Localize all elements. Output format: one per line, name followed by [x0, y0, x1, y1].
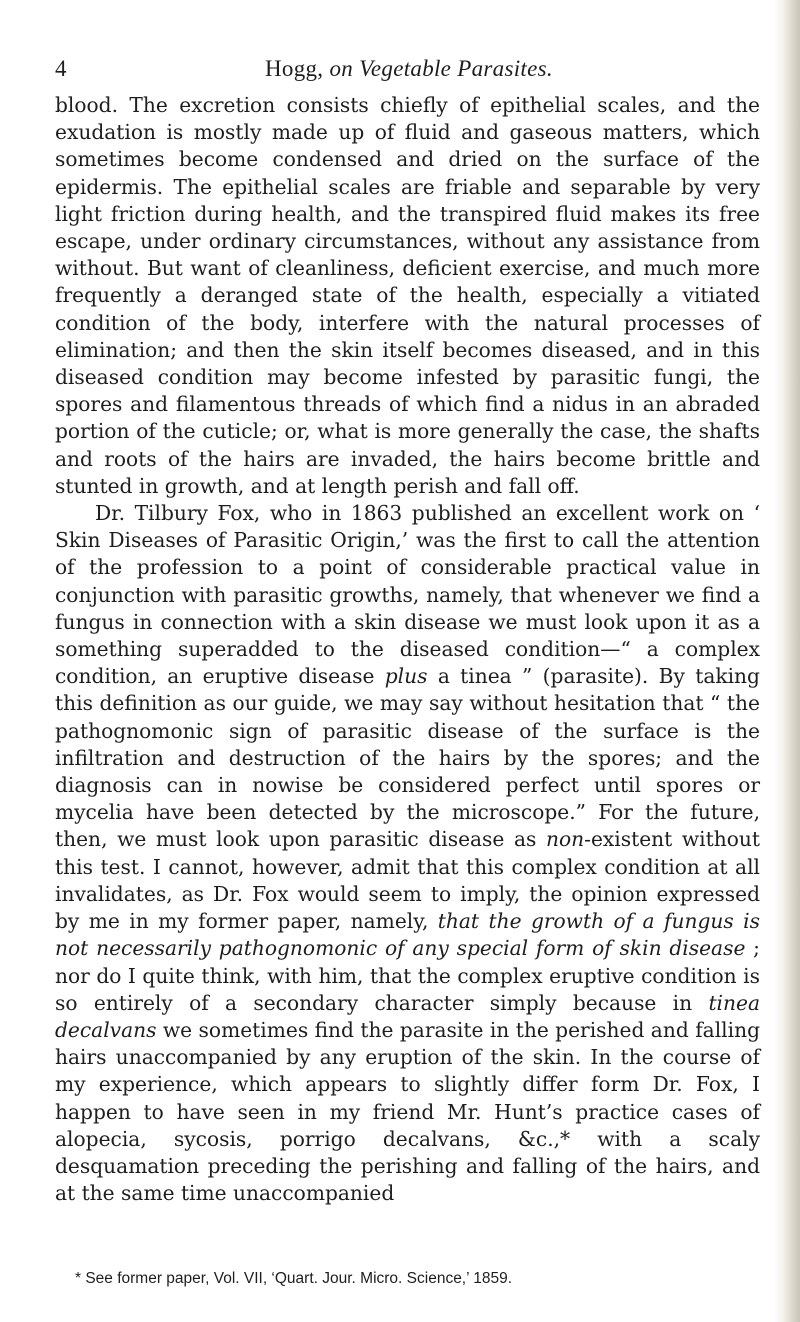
page-edge-shadow: [774, 0, 800, 1322]
text-segment: ; nor do I quite think, with him, that the complex eruptive condition is so entirely of a secondary character simply because in: [55, 936, 760, 1015]
paragraph: [55, 500, 760, 1207]
text-segment: Dr. Tilbury Fox, who in 1863 published an excellent work on ‘ Skin Diseases of Parasitic Origin,’ was the first to call the attention of the profession to a point of considerable practical value in conjunction with parasitic growths, namely, that whenever we find a fungus in connection with a skin disease we must look upon it as a something superadded to the diseased condition—“ a complex condition, an eruptive disease: [55, 501, 760, 689]
italic-text: tinea decalvans: [55, 990, 760, 1042]
running-title-text: on Vegetable Parasites.: [329, 56, 553, 81]
running-title-author: Hogg,: [265, 56, 324, 81]
footnote: * See former paper, Vol. VII, ‘Quart. Jour. Micro. Science,’ 1859.: [75, 1270, 513, 1287]
italic-text: plus: [384, 664, 428, 689]
paragraph: [55, 92, 760, 500]
page-number: 4: [55, 56, 67, 81]
running-title: [265, 56, 553, 82]
text-segment: -existent without this test. I cannot, however, admit that this complex condition at all invalidates, as Dr. Fox would seem to imply, the opinion expressed by me in my former paper, namely,: [55, 827, 761, 934]
text-segment: we sometimes find the parasite in the perished and falling hairs unaccompanied by any eruption of the skin. In the course of my experience, which appears to slightly differ form Dr. Fox, I happen to have seen in my friend Mr. Hunt’s practice cases of alopecia, sycosis, porrigo decalvans, &c.,* with a scaly desquamation preceding the perishing and falling of the hairs, and at the same time unaccompanied: [55, 1017, 760, 1206]
text-segment: a tinea ” (parasite). By taking this definition as our guide, we may say without hesitation that “ the pathognomonic sign of parasitic disease of the surface is the infiltration and destruction of the hairs by the spores; and the diagnosis can in nowise be considered perfect until spores or mycelia have been detected by the microscope.” For the future, then, we must look upon parasitic disease as: [55, 664, 760, 852]
body-text: [55, 92, 760, 1207]
italic-text: non: [545, 827, 585, 852]
italic-text: that the growth of a fungus is not necessarily pathognomonic of any special form of skin disease: [55, 909, 760, 961]
running-header: [55, 50, 765, 90]
text-segment: blood. The excretion consists chiefly of epithelial scales, and the exudation is mostly made up of fluid and gaseous matters, which sometimes become condensed and dried on the surface of the epidermis. The epithelial scales are friable and separable by very light friction during health, and the transpired fluid makes its free escape, under ordinary circumstances, without any assistance from without. But want of cleanliness, deficient exercise, and much more frequently a deranged state of the health, especially a vitiated condition of the body, interfere with the natural processes of elimination; and then the skin itself becomes diseased, and in this diseased condition may become infested by parasitic fungi, the spores and filamentous threads of which find a nidus in an abraded portion of the cuticle; or, what is more generally the case, the shafts and roots of the hairs are invaded, the hairs become brittle and stunted in growth, and at length perish and fall off.: [55, 93, 760, 498]
